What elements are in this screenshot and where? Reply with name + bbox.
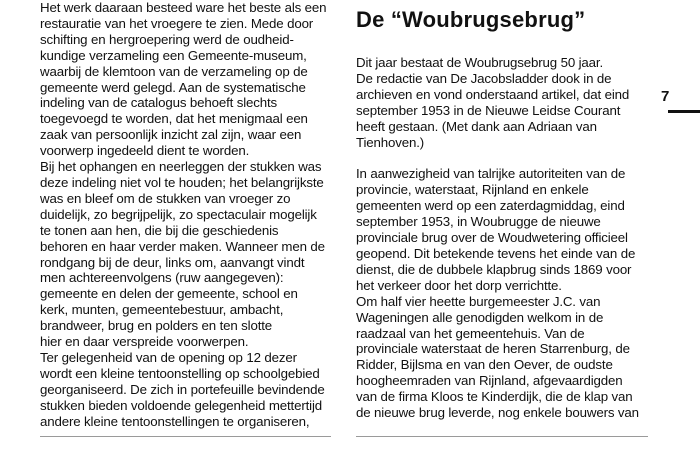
body-line: provinciale brug over de Woudwetering officieel: [356, 230, 628, 246]
body-line: van de firma Kloos te Kinderdijk, die de klap van: [356, 389, 633, 405]
text-line: restauratie van het vroegere te zien. Mede door: [40, 15, 314, 31]
body-line: hoogheemraden van Rijnland, afgevaardigden: [356, 373, 623, 389]
paragraph-gap: [356, 150, 656, 166]
body-line: geopend. Dit betekende tevens het einde van de: [356, 245, 636, 261]
text-line: gemeente en delen der gemeente, school en: [40, 286, 298, 302]
body-line: gemeenten werd op een zaterdagmiddag, eind: [356, 198, 625, 214]
page-number: 7: [661, 88, 670, 105]
body-line: raadzaal van het gemeentehuis. Van de: [356, 325, 585, 341]
article-column: [356, 0, 656, 421]
body-line: de nieuwe brug leverde, nog enkele bouwers van: [356, 405, 639, 421]
text-line: brandweer, brug en polders en ten slotte: [40, 318, 273, 334]
body-line: provinciale waterstaat de heren Starrenburg, de: [356, 341, 630, 357]
text-line: Ter gelegenheid van de opening op 12 dezer: [40, 349, 297, 365]
text-line: wordt een kleine tentoonstelling op schoolgebied: [40, 365, 320, 381]
text-line: Het werk daaraan besteed ware het beste als een: [40, 0, 327, 15]
body-line: het verkeer door het dorp verrichtte.: [356, 277, 562, 293]
text-line: georganiseerd. De zich in portefeuille bevindende: [40, 381, 325, 397]
body-line: In aanwezigheid van talrijke autoriteiten van de: [356, 166, 626, 182]
text-line: was en bleef om de stukken van vroeger zo: [40, 190, 291, 206]
text-line: duidelijk, zo begrijpelijk, zo spectaculair mogelijk: [40, 206, 317, 222]
article-title: De “Woubrugsebrug”: [356, 7, 586, 32]
body-line: Ridder, Bijlsma en van den Oever, de oudste: [356, 357, 613, 373]
text-line: zaak van persoonlijk inzicht zal zijn, waar een: [40, 127, 302, 143]
text-line: indeling van de catalogus behoeft slechts: [40, 95, 278, 111]
text-line: rondgang bij de deur, links om, aanvangt vindt: [40, 254, 305, 270]
intro-line: september 1953 in de Nieuwe Leidse Courant: [356, 102, 621, 118]
text-line: toegevoegd te worden, dat het menigmaal een: [40, 111, 308, 127]
intro-line: heeft gestaan. (Met dank aan Adriaan van: [356, 118, 597, 134]
footer-divider-left: [40, 436, 331, 437]
left-column: [40, 0, 332, 429]
article-body: [356, 166, 656, 421]
body-line: provincie, waterstaat, Rijnland en enkele: [356, 182, 589, 198]
text-line: men achtereenvolgens (ruw aangegeven):: [40, 270, 284, 286]
text-line: kerk, munten, gemeentebestuur, ambacht,: [40, 302, 284, 318]
text-line: stukken bieden voldoende gelegenheid mettertijd: [40, 397, 322, 413]
text-line: andere kleine tentoonstellingen te organiseren,: [40, 413, 310, 429]
article-intro: [356, 55, 656, 150]
body-line: dienst, die de dubbele klapbrug sinds 1869 voor: [356, 261, 632, 277]
intro-line: De redactie van De Jacobsladder dook in de: [356, 70, 612, 86]
body-line: september 1953, in Woubrugge de nieuwe: [356, 214, 601, 230]
text-line: Bij het ophangen en neerleggen der stukken was: [40, 159, 322, 175]
footer-divider-right: [356, 436, 648, 437]
text-line: deze indeling niet vol te houden; het belangrijkste: [40, 174, 324, 190]
text-line: gemeente werd gelegd. Aan de systematische: [40, 79, 306, 95]
text-line: schifting en hergroepering werd de oudheid-: [40, 31, 294, 47]
body-line: Om half vier heette burgemeester J.C. van: [356, 293, 601, 309]
intro-line: archieven en vond onderstaand artikel, dat eind: [356, 86, 630, 102]
page-number-rule: [668, 110, 700, 113]
text-line: behoren en haar verder maken. Wanneer men de: [40, 238, 325, 254]
text-line: hier en daar verspreide voorwerpen.: [40, 334, 249, 350]
intro-line: Tienhoven.): [356, 134, 425, 150]
text-line: kundige verzameling een Gemeente-museum,: [40, 47, 307, 63]
text-line: waarbij de klemtoon van de verzameling op de: [40, 63, 308, 79]
body-line: Wageningen alle genodigden welkom in de: [356, 309, 604, 325]
intro-line: Dit jaar bestaat de Woubrugsebrug 50 jaar.: [356, 55, 603, 70]
text-line: voorwerp ingedeeld dient te worden.: [40, 143, 250, 159]
text-line: te tonen aan hen, die bij die geschiedenis: [40, 222, 279, 238]
